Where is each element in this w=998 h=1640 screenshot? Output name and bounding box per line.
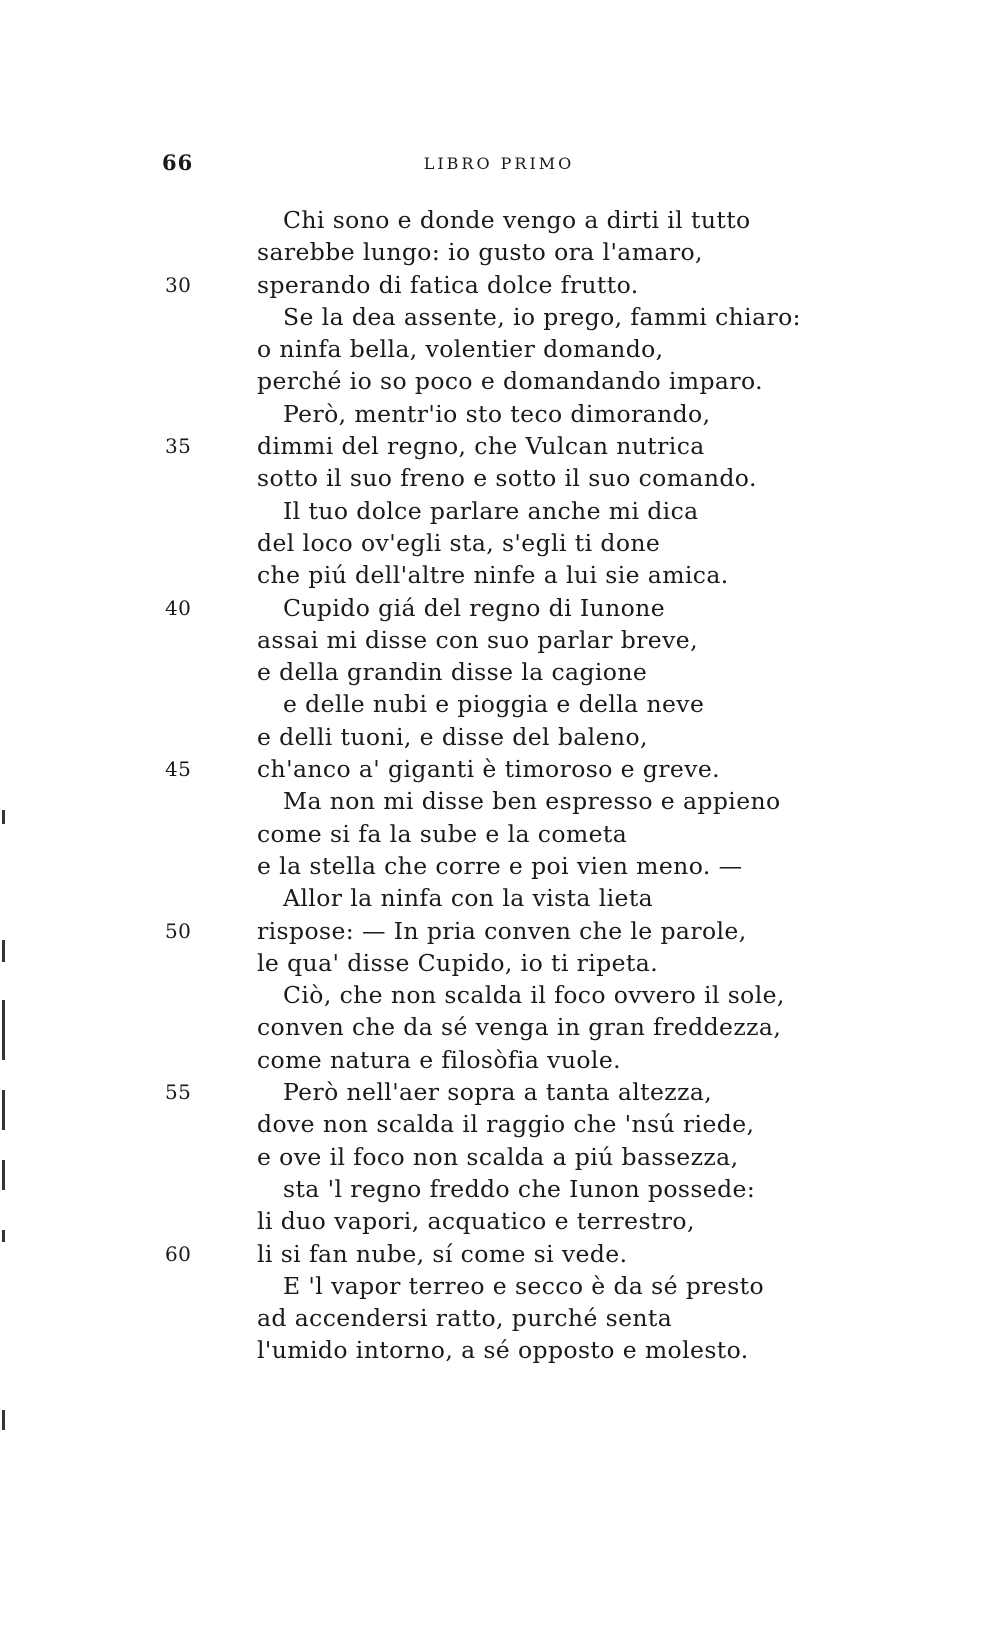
line-number: 40 [165, 595, 192, 620]
verse-line [0, 1141, 998, 1173]
verse-text: perché io so poco e domandando imparo. [257, 367, 763, 396]
verse-text: assai mi disse con suo parlar breve, [257, 625, 698, 654]
verse-text: Il tuo dolce parlare anche mi dica [283, 496, 699, 525]
verse-text: come natura e filosòfia vuole. [257, 1045, 622, 1074]
verse-line [0, 979, 998, 1011]
verse-line [0, 1108, 998, 1140]
verse-text: che piú dell'altre ninfe a lui sie amica. [257, 561, 729, 590]
verse-line [0, 947, 998, 979]
verse-text: rispose: — In pria conven che le parole, [257, 916, 747, 945]
verse-line [0, 1011, 998, 1043]
verse-line [0, 753, 998, 785]
verse-line [0, 624, 998, 656]
verse-line [0, 1076, 998, 1108]
verse-text: sperando di fatica dolce frutto. [257, 270, 639, 299]
verse-line [0, 301, 998, 333]
verse-line [0, 204, 998, 236]
verse-line [0, 850, 998, 882]
verse-text: e della grandin disse la cagione [257, 658, 648, 687]
verse-text: Cupido giá del regno di Iunone [283, 593, 666, 622]
verse-text: Ciò, che non scalda il foco ovvero il sole, [283, 981, 785, 1010]
line-number: 30 [165, 272, 192, 297]
verse-text: E 'l vapor terreo e secco è da sé presto [283, 1271, 765, 1300]
verse-line [0, 269, 998, 301]
verse-text: Però nell'aer sopra a tanta altezza, [283, 1078, 713, 1107]
verse-line [0, 592, 998, 624]
line-number: 35 [165, 434, 192, 459]
verse-line [0, 495, 998, 527]
verse-text: e delli tuoni, e disse del baleno, [257, 722, 648, 751]
line-number: 50 [165, 918, 192, 943]
verse-line [0, 785, 998, 817]
verse-line [0, 1270, 998, 1302]
verse-line [0, 398, 998, 430]
verse-line [0, 365, 998, 397]
verse-text: ad accendersi ratto, purché senta [257, 1304, 673, 1333]
verse-text: l'umido intorno, a sé opposto e molesto. [257, 1336, 749, 1365]
verse-text: sta 'l regno freddo che Iunon possede: [283, 1174, 756, 1203]
verse-text: e la stella che corre e poi vien meno. — [257, 851, 743, 880]
verse-line [0, 915, 998, 947]
verse-line [0, 721, 998, 753]
verse-line [0, 333, 998, 365]
verse-line [0, 527, 998, 559]
line-number: 45 [165, 757, 192, 782]
verse-text: ch'anco a' giganti è timoroso e greve. [257, 755, 721, 784]
binding-edge-marks [0, 810, 8, 1510]
poem-text [0, 204, 998, 1367]
verse-text: o ninfa bella, volentier domando, [257, 335, 664, 364]
verse-line [0, 1302, 998, 1334]
verse-text: le qua' disse Cupido, io ti ripeta. [257, 948, 659, 977]
verse-line [0, 430, 998, 462]
verse-text: conven che da sé venga in gran freddezza, [257, 1013, 782, 1042]
verse-text: Chi sono e donde vengo a dirti il tutto [283, 206, 751, 234]
verse-text: e ove il foco non scalda a piú bassezza, [257, 1142, 739, 1171]
verse-text: Ma non mi disse ben espresso e appieno [283, 787, 781, 816]
verse-line [0, 688, 998, 720]
verse-text: li duo vapori, acquatico e terrestro, [257, 1207, 695, 1236]
verse-text: li si fan nube, sí come si vede. [257, 1239, 628, 1268]
verse-line [0, 1238, 998, 1270]
verse-text: dove non scalda il raggio che 'nsú riede, [257, 1110, 755, 1139]
verse-text: e delle nubi e pioggia e della neve [283, 690, 705, 719]
verse-text: Allor la ninfa con la vista lieta [283, 884, 654, 913]
verse-text: come si fa la sube e la cometa [257, 819, 628, 848]
verse-line [0, 462, 998, 494]
verse-text: dimmi del regno, che Vulcan nutrica [257, 432, 705, 461]
verse-text: sotto il suo freno e sotto il suo comando. [257, 464, 757, 493]
verse-line [0, 1334, 998, 1366]
line-number: 60 [165, 1241, 192, 1266]
verse-line [0, 559, 998, 591]
verse-line [0, 818, 998, 850]
line-number: 55 [165, 1080, 192, 1105]
verse-line [0, 1205, 998, 1237]
verse-text: sarebbe lungo: io gusto ora l'amaro, [257, 238, 703, 267]
page-number: 66 [162, 150, 194, 175]
verse-line [0, 1173, 998, 1205]
verse-text: Se la dea assente, io prego, fammi chiaro: [283, 302, 801, 331]
verse-line [0, 882, 998, 914]
verse-line [0, 1044, 998, 1076]
verse-line [0, 656, 998, 688]
verse-text: del loco ov'egli sta, s'egli ti done [257, 528, 661, 557]
running-head: LIBRO PRIMO [423, 154, 575, 173]
verse-text: Però, mentr'io sto teco dimorando, [283, 399, 711, 428]
verse-line [0, 236, 998, 268]
